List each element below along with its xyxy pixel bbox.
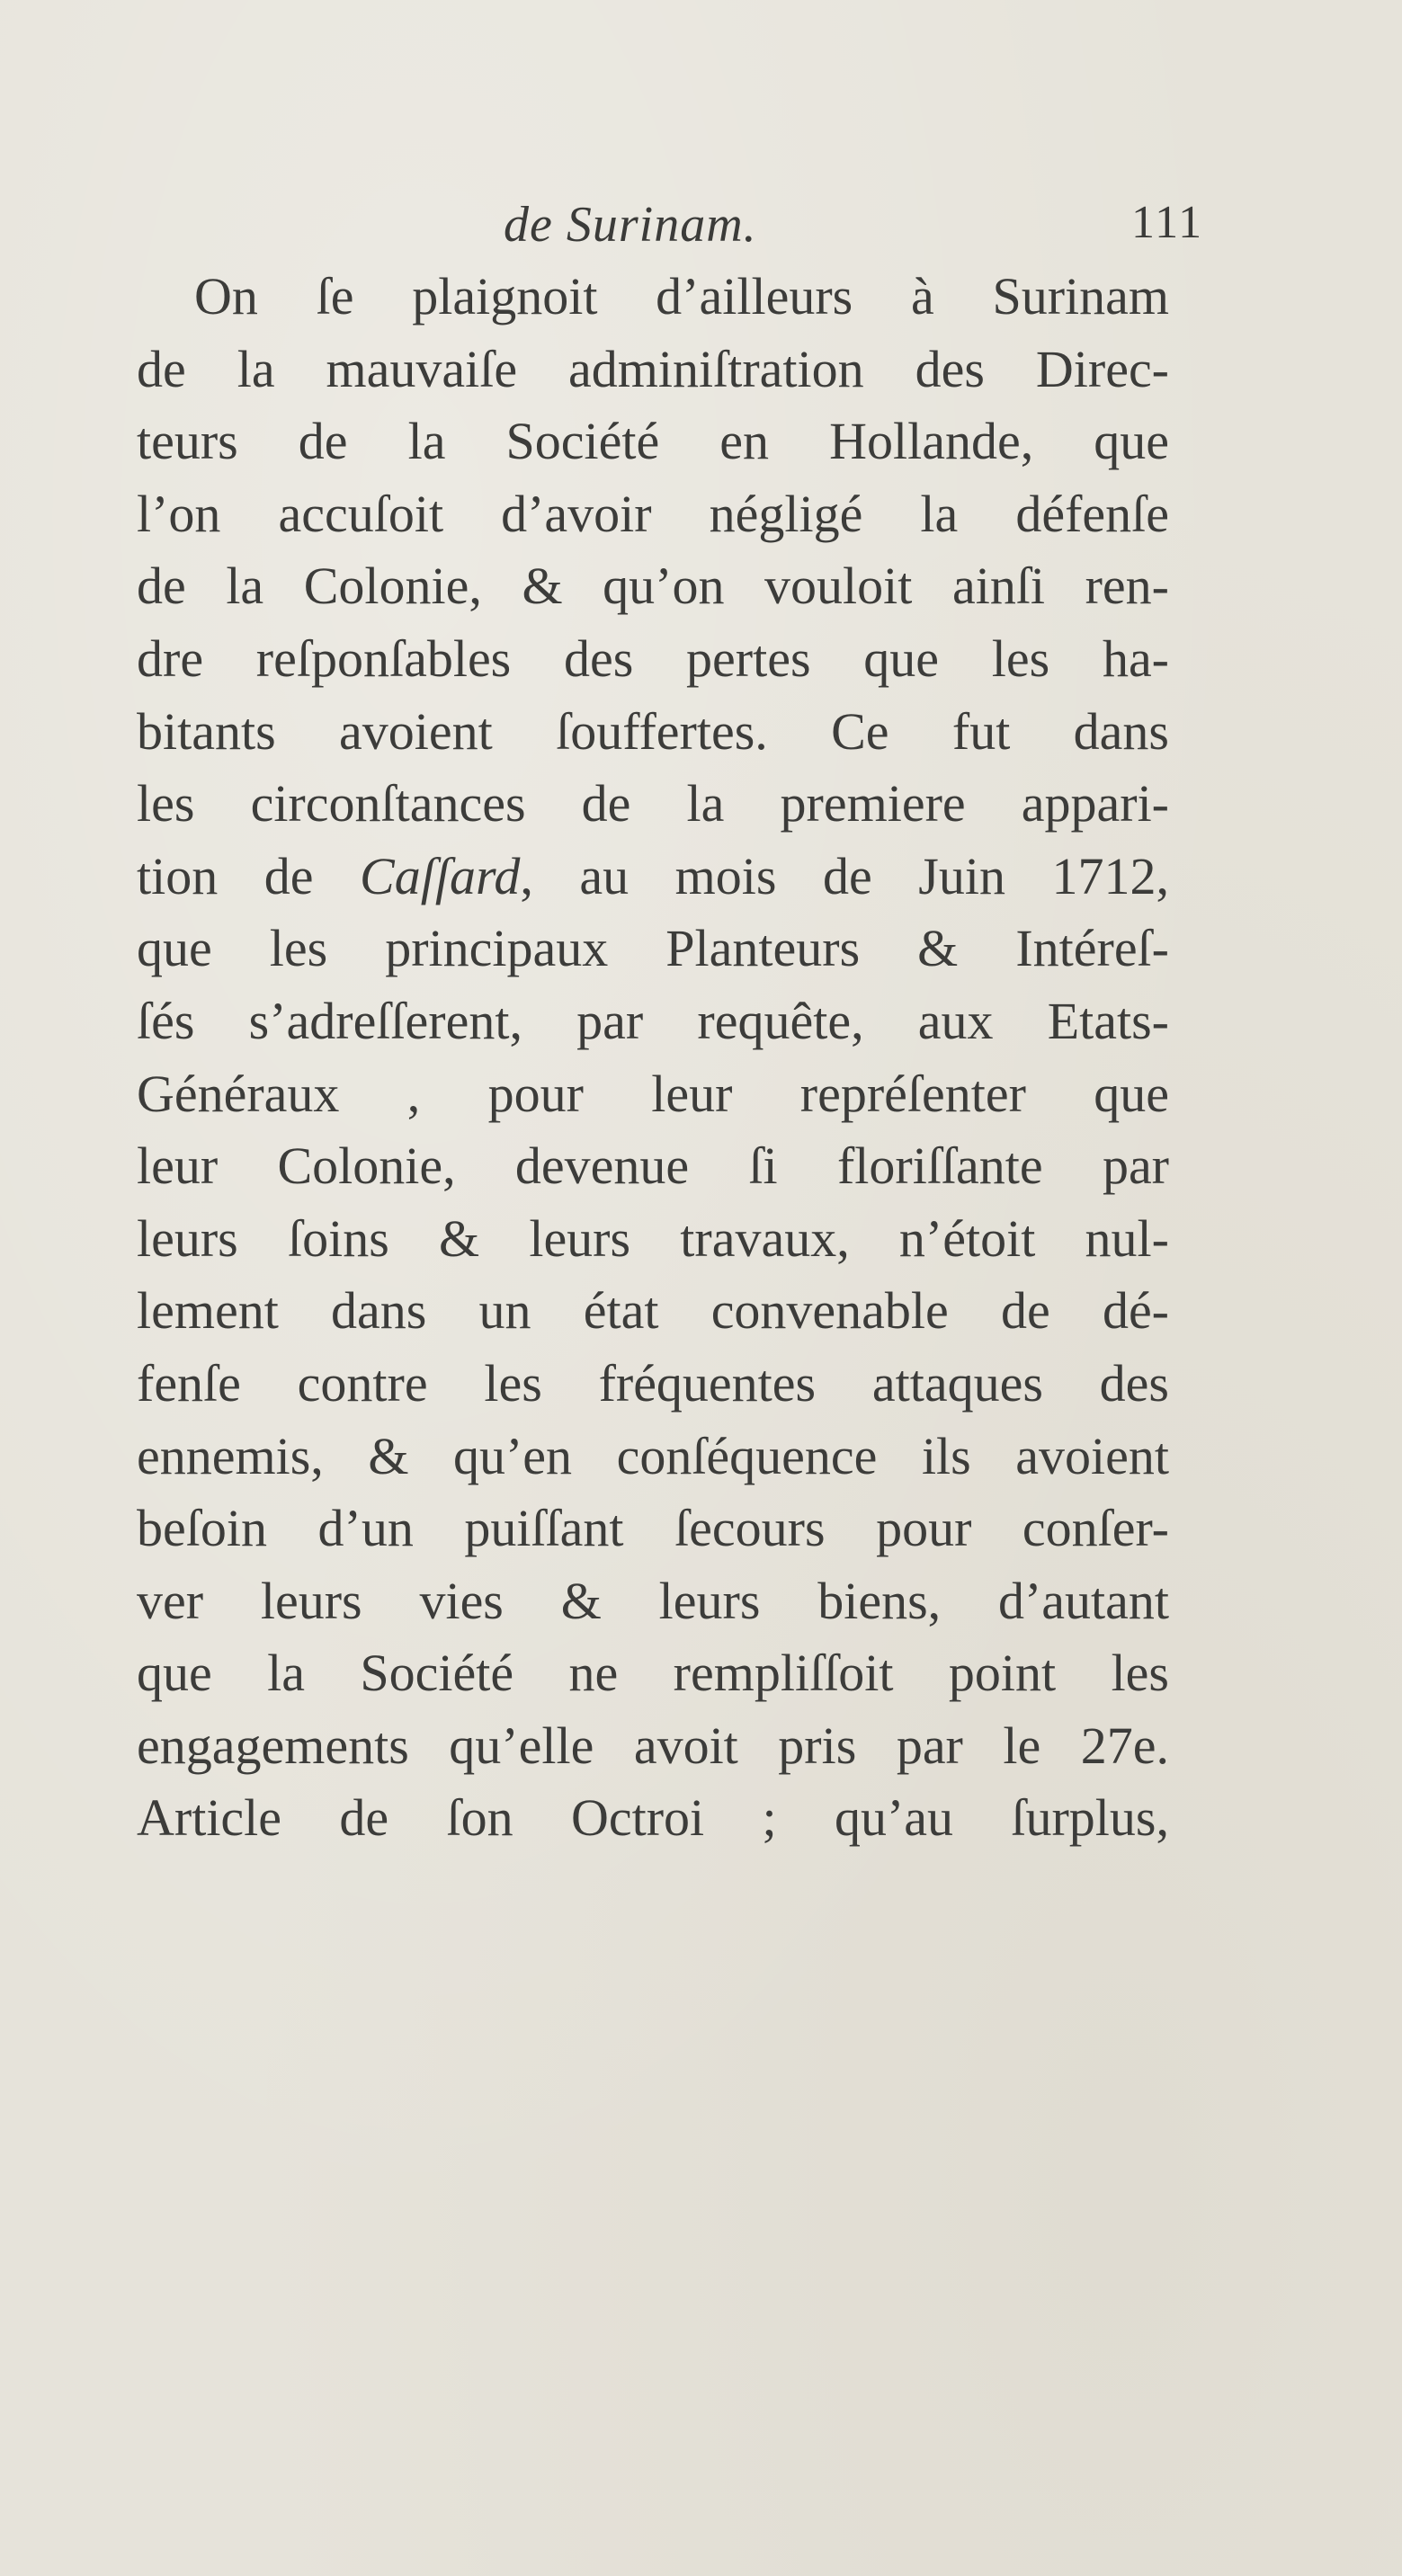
text-line: Article de ſon Octroi ; qu’au ſurplus, bbox=[137, 1788, 1169, 1848]
text-line: engagements qu’elle avoit pris par le 27e. bbox=[137, 1716, 1169, 1775]
text-line: leurs ſoins & leurs travaux, n’étoit nul- bbox=[137, 1208, 1169, 1268]
text-line: de la mauvaiſe adminiſtration des Direc- bbox=[137, 339, 1169, 398]
text-line: Généraux , pour leur repréſenter que bbox=[137, 1064, 1169, 1123]
text-line: de la Colonie, & qu’on vouloit ainſi ren- bbox=[137, 557, 1169, 616]
text-line: ver leurs vies & leurs biens, d’autant bbox=[137, 1571, 1169, 1630]
text-line: fenſe contre les fréquentes attaques des bbox=[137, 1353, 1169, 1413]
person-name: Caſſard bbox=[360, 846, 521, 905]
text-line: lement dans un état convenable de dé- bbox=[137, 1281, 1169, 1341]
text-line: que les principaux Planteurs & Intéreſ- bbox=[137, 919, 1169, 978]
text-line: l’on accuſoit d’avoir négligé la défenſe bbox=[137, 484, 1169, 543]
body-text bbox=[137, 261, 1169, 1855]
text-line: ſés s’adreſſerent, par requête, aux Etats- bbox=[137, 991, 1169, 1050]
text-line: teurs de la Société en Hollande, que bbox=[137, 412, 1169, 471]
text-line: que la Société ne rempliſſoit point les bbox=[137, 1644, 1169, 1703]
text-line: leur Colonie, devenue ſi floriſſante par bbox=[137, 1136, 1169, 1196]
text-line: bitants avoient ſouffertes. Ce fut dans bbox=[137, 701, 1169, 761]
text-line: beſoin d’un puiſſant ſecours pour conſer- bbox=[137, 1499, 1169, 1558]
text-line: On ſe plaignoit d’ailleurs à Surinam bbox=[194, 267, 1169, 325]
text-line-with-name bbox=[137, 841, 1169, 914]
text-line: les circonſtances de la premiere appari- bbox=[137, 774, 1169, 833]
page-number: 111 bbox=[1131, 197, 1204, 248]
running-title: de Surinam. bbox=[504, 197, 757, 253]
text-line: dre reſponſables des pertes que les ha- bbox=[137, 628, 1169, 688]
running-head bbox=[0, 196, 1402, 259]
text-fragment: tion de bbox=[137, 846, 361, 905]
text-fragment: , au mois de Juin 1712, bbox=[520, 846, 1169, 905]
text-line: ennemis, & qu’en conſéquence ils avoient bbox=[137, 1426, 1169, 1485]
